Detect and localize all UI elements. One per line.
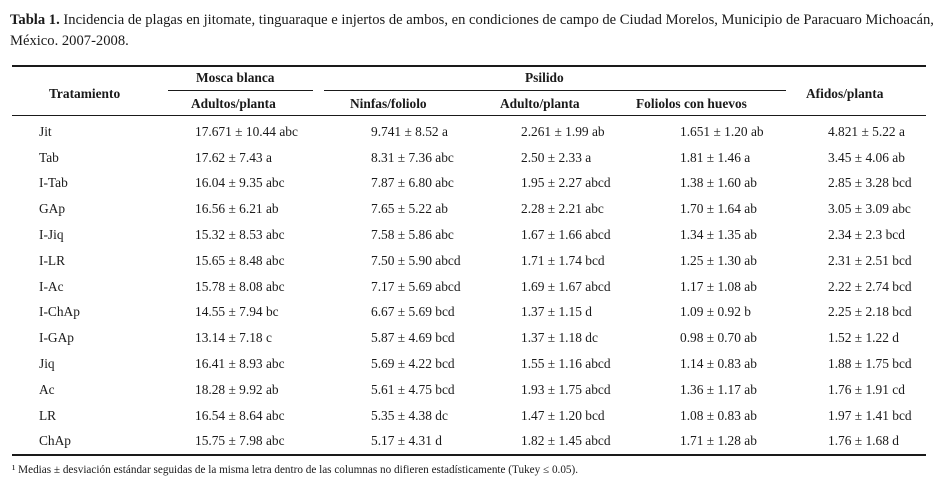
cell-ninfas: 6.67 ± 5.69 bcd <box>371 304 455 320</box>
table-bottom-rule <box>12 454 926 456</box>
cell-mosca-adultos: 13.14 ± 7.18 c <box>195 330 272 346</box>
cell-ninfas: 7.65 ± 5.22 ab <box>371 201 448 217</box>
cell-mosca-adultos: 16.54 ± 8.64 abc <box>195 407 285 423</box>
cell-afidos: 1.76 ± 1.68 d <box>828 433 899 449</box>
cell-tratamiento: Jiq <box>39 356 55 372</box>
cell-ninfas: 8.31 ± 7.36 abc <box>371 149 454 165</box>
cell-ninfas: 7.50 ± 5.90 abcd <box>371 252 461 268</box>
header-foliolos-huevos: Foliolos con huevos <box>636 96 747 111</box>
cell-mosca-adultos: 15.78 ± 8.08 abc <box>195 278 285 294</box>
footnote: ¹ Medias ± desviación estándar seguidas de la misma letra dentro de las columnas no difieren estadísticamente (Tukey ≤ 0.05). <box>12 464 579 476</box>
cell-tratamiento: GAp <box>39 201 66 217</box>
cell-psilido-adulto: 1.93 ± 1.75 abcd <box>521 381 611 397</box>
cell-psilido-adulto: 1.95 ± 2.27 abcd <box>521 175 611 191</box>
header-adultos-planta: Adultos/planta <box>191 96 276 111</box>
cell-mosca-adultos: 18.28 ± 9.92 ab <box>195 381 279 397</box>
header-mosca-blanca: Mosca blanca <box>196 70 275 85</box>
cell-ninfas: 7.17 ± 5.69 abcd <box>371 278 461 294</box>
cell-psilido-adulto: 2.261 ± 1.99 ab <box>521 123 605 139</box>
cell-foliolos-huevos: 1.25 ± 1.30 ab <box>680 252 757 268</box>
cell-foliolos-huevos: 1.14 ± 0.83 ab <box>680 356 757 372</box>
cell-afidos: 1.88 ± 1.75 bcd <box>828 356 912 372</box>
cell-mosca-adultos: 16.04 ± 9.35 abc <box>195 175 285 191</box>
cell-psilido-adulto: 1.37 ± 1.18 dc <box>521 330 598 346</box>
cell-foliolos-huevos: 0.98 ± 0.70 ab <box>680 330 757 346</box>
table-top-rule <box>12 65 926 67</box>
cell-foliolos-huevos: 1.08 ± 0.83 ab <box>680 407 757 423</box>
cell-afidos: 4.821 ± 5.22 a <box>828 123 905 139</box>
cell-ninfas: 5.35 ± 4.38 dc <box>371 407 448 423</box>
header-psilido: Psilido <box>525 70 564 85</box>
header-bottom-rule <box>12 115 926 116</box>
cell-mosca-adultos: 14.55 ± 7.94 bc <box>195 304 279 320</box>
cell-afidos: 1.97 ± 1.41 bcd <box>828 407 912 423</box>
cell-tratamiento: ChAp <box>39 433 71 449</box>
cell-tratamiento: I-Jiq <box>39 227 64 243</box>
cell-mosca-adultos: 15.65 ± 8.48 abc <box>195 252 285 268</box>
cell-psilido-adulto: 1.55 ± 1.16 abcd <box>521 356 611 372</box>
table-caption-label: Tabla 1. <box>10 12 60 28</box>
cell-psilido-adulto: 2.28 ± 2.21 abc <box>521 201 604 217</box>
cell-tratamiento: I-ChAp <box>39 304 80 320</box>
table-row <box>12 145 926 171</box>
cell-tratamiento: LR <box>39 407 57 423</box>
cell-afidos: 3.45 ± 4.06 ab <box>828 149 905 165</box>
table-row <box>12 300 926 326</box>
header-adulto-planta: Adulto/planta <box>500 96 580 111</box>
cell-ninfas: 5.17 ± 4.31 d <box>371 433 442 449</box>
cell-tratamiento: Tab <box>39 149 59 165</box>
cell-foliolos-huevos: 1.36 ± 1.17 ab <box>680 381 757 397</box>
cell-psilido-adulto: 1.71 ± 1.74 bcd <box>521 252 605 268</box>
cell-foliolos-huevos: 1.17 ± 1.08 ab <box>680 278 757 294</box>
cell-tratamiento: I-Tab <box>39 175 68 191</box>
header-afidos-planta: Afidos/planta <box>806 86 884 101</box>
cell-mosca-adultos: 17.671 ± 10.44 abc <box>195 123 298 139</box>
table-row <box>12 171 926 197</box>
cell-ninfas: 9.741 ± 8.52 a <box>371 123 448 139</box>
cell-tratamiento: Jit <box>39 123 52 139</box>
cell-foliolos-huevos: 1.09 ± 0.92 b <box>680 304 751 320</box>
table-row <box>12 325 926 351</box>
cell-afidos: 1.52 ± 1.22 d <box>828 330 899 346</box>
table-row <box>12 429 926 455</box>
cell-ninfas: 5.87 ± 4.69 bcd <box>371 330 455 346</box>
header-tratamiento: Tratamiento <box>49 86 121 101</box>
cell-afidos: 2.25 ± 2.18 bcd <box>828 304 912 320</box>
cell-psilido-adulto: 1.37 ± 1.15 d <box>521 304 592 320</box>
table-row <box>12 403 926 429</box>
cell-foliolos-huevos: 1.34 ± 1.35 ab <box>680 227 757 243</box>
cell-ninfas: 7.58 ± 5.86 abc <box>371 227 454 243</box>
cell-psilido-adulto: 1.69 ± 1.67 abcd <box>521 278 611 294</box>
data-table <box>12 119 926 454</box>
table-caption <box>10 10 935 52</box>
cell-psilido-adulto: 1.67 ± 1.66 abcd <box>521 227 611 243</box>
table-row <box>12 351 926 377</box>
table-row <box>12 196 926 222</box>
header-ninfas-foliolo: Ninfas/foliolo <box>350 96 427 111</box>
cell-ninfas: 5.61 ± 4.75 bcd <box>371 381 455 397</box>
cell-psilido-adulto: 1.82 ± 1.45 abcd <box>521 433 611 449</box>
cell-tratamiento: I-Ac <box>39 278 64 294</box>
cell-afidos: 2.34 ± 2.3 bcd <box>828 227 905 243</box>
cell-afidos: 1.76 ± 1.91 cd <box>828 381 905 397</box>
table-row <box>12 274 926 300</box>
cell-foliolos-huevos: 1.651 ± 1.20 ab <box>680 123 764 139</box>
psilido-rule <box>324 90 786 91</box>
cell-foliolos-huevos: 1.81 ± 1.46 a <box>680 149 751 165</box>
cell-psilido-adulto: 2.50 ± 2.33 a <box>521 149 592 165</box>
cell-tratamiento: I-LR <box>39 252 66 268</box>
cell-mosca-adultos: 15.32 ± 8.53 abc <box>195 227 285 243</box>
cell-tratamiento: Ac <box>39 381 55 397</box>
table-row <box>12 222 926 248</box>
table-row <box>12 248 926 274</box>
cell-ninfas: 5.69 ± 4.22 bcd <box>371 356 455 372</box>
cell-mosca-adultos: 16.56 ± 6.21 ab <box>195 201 279 217</box>
cell-foliolos-huevos: 1.70 ± 1.64 ab <box>680 201 757 217</box>
cell-foliolos-huevos: 1.38 ± 1.60 ab <box>680 175 757 191</box>
table-body <box>12 119 926 454</box>
cell-mosca-adultos: 16.41 ± 8.93 abc <box>195 356 285 372</box>
cell-afidos: 2.31 ± 2.51 bcd <box>828 252 912 268</box>
cell-foliolos-huevos: 1.71 ± 1.28 ab <box>680 433 757 449</box>
cell-mosca-adultos: 17.62 ± 7.43 a <box>195 149 272 165</box>
mosca-blanca-rule <box>168 90 313 91</box>
cell-ninfas: 7.87 ± 6.80 abc <box>371 175 454 191</box>
table-row <box>12 377 926 403</box>
table-caption-text: Incidencia de plagas en jitomate, tinguaraque e injertos de ambos, en condiciones de campo de Ciudad Morelos, Municipio de Paracuaro Michoacán, México. 2007-2008. <box>10 12 934 49</box>
cell-afidos: 2.85 ± 3.28 bcd <box>828 175 912 191</box>
cell-tratamiento: I-GAp <box>39 330 74 346</box>
cell-afidos: 3.05 ± 3.09 abc <box>828 201 911 217</box>
cell-mosca-adultos: 15.75 ± 7.98 abc <box>195 433 285 449</box>
table-row <box>12 119 926 145</box>
cell-afidos: 2.22 ± 2.74 bcd <box>828 278 912 294</box>
cell-psilido-adulto: 1.47 ± 1.20 bcd <box>521 407 605 423</box>
